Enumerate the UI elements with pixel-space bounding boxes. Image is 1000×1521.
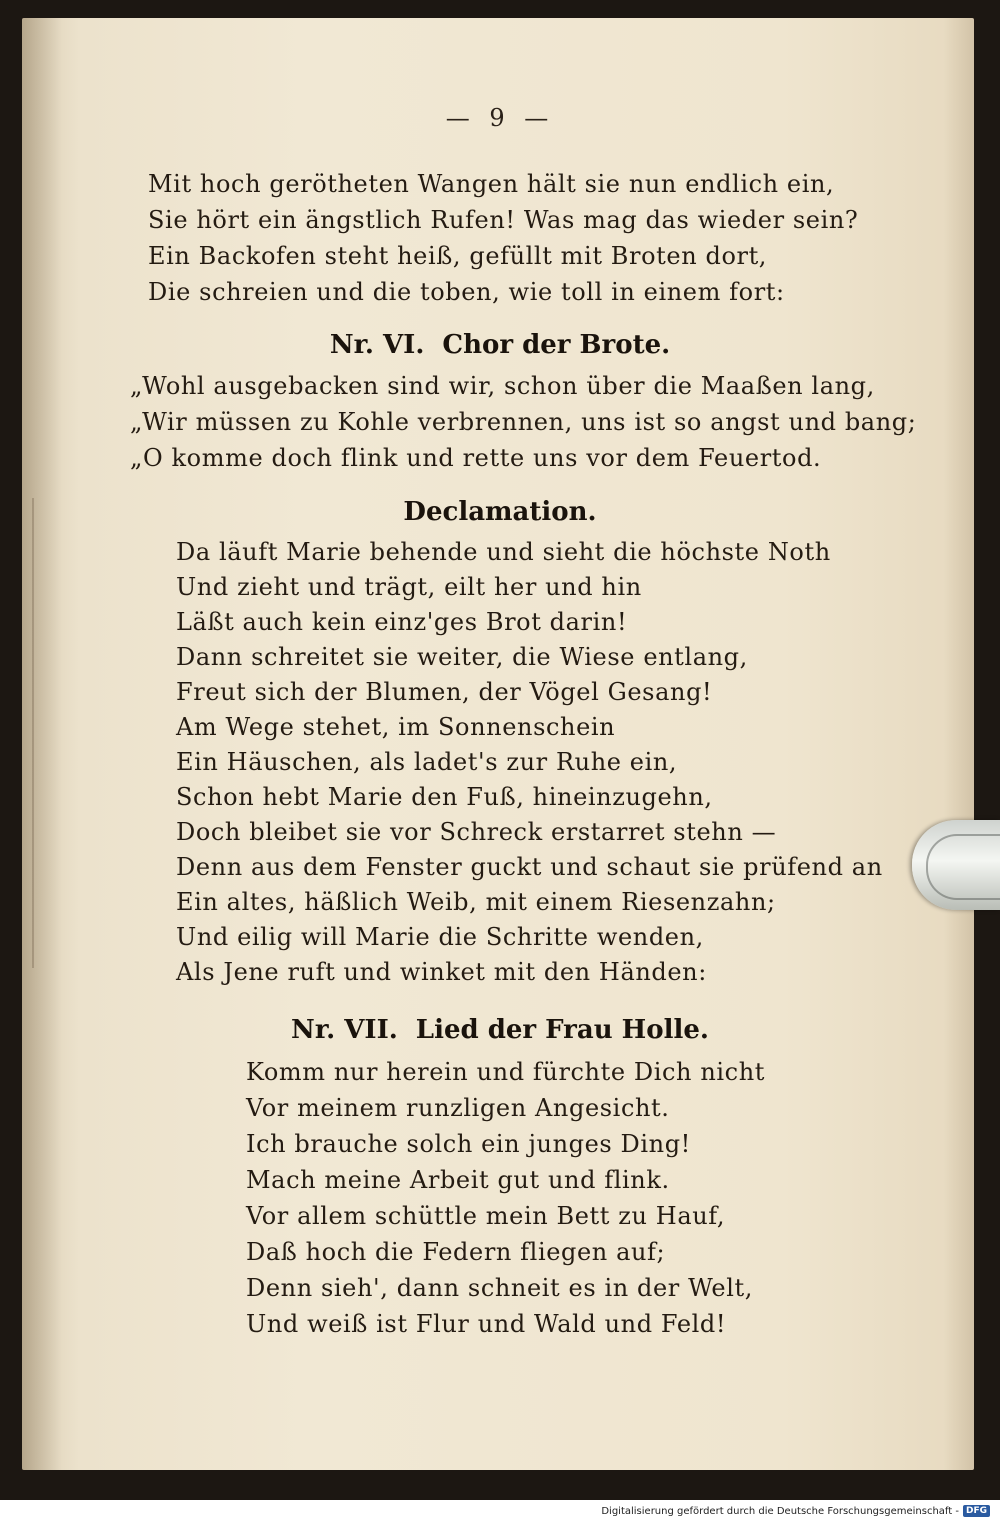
verse-line: Und eilig will Marie die Schritte wenden, <box>176 923 704 951</box>
verse-line: Ein altes, häßlich Weib, mit einem Riesenzahn; <box>176 888 776 916</box>
verse-line: Komm nur herein und fürchte Dich nicht <box>246 1058 766 1086</box>
section-heading <box>0 330 1000 360</box>
verse-line: „O komme doch flink und rette uns vor dem Feuertod. <box>130 444 822 472</box>
verse-line: Dann schreitet sie weiter, die Wiese entlang, <box>176 643 748 671</box>
verse-line: Sie hört ein ängstlich Rufen! Was mag das wieder sein? <box>148 206 859 234</box>
verse-line: Vor allem schüttle mein Bett zu Hauf, <box>246 1202 726 1230</box>
verse-line: Mit hoch gerötheten Wangen hält sie nun endlich ein, <box>148 170 835 198</box>
verse-line: Da läuft Marie behende und sieht die höchste Noth <box>176 538 831 566</box>
heading-title: Declamation. <box>403 497 597 527</box>
verse-line: Freut sich der Blumen, der Vögel Gesang! <box>176 678 713 706</box>
page-number: — 9 — <box>445 104 555 132</box>
verse-line: Denn sieh', dann schneit es in der Welt, <box>246 1274 753 1302</box>
page-edge-shadow <box>944 18 974 1470</box>
credit-text: Digitalisierung gefördert durch die Deutsche Forschungsgemeinschaft - <box>601 1505 959 1517</box>
verse-line: „Wir müssen zu Kohle verbrennen, uns ist so angst und bang; <box>130 408 917 436</box>
digitization-credit <box>601 1505 990 1517</box>
page-fold-line <box>32 498 34 968</box>
verse-line: Und weiß ist Flur und Wald und Feld! <box>246 1310 727 1338</box>
verse-line: Mach meine Arbeit gut und flink. <box>246 1166 670 1194</box>
verse-line: Denn aus dem Fenster guckt und schaut sie prüfend an <box>176 853 883 881</box>
verse-line: Und zieht und trägt, eilt her und hin <box>176 573 642 601</box>
verse-line: Schon hebt Marie den Fuß, hineinzugehn, <box>176 783 713 811</box>
verse-line: Am Wege stehet, im Sonnenschein <box>176 713 616 741</box>
section-heading <box>0 1015 1000 1045</box>
verse-line: „Wohl ausgebacken sind wir, schon über die Maaßen lang, <box>130 372 875 400</box>
verse-line: Doch bleibet sie vor Schreck erstarret stehn — <box>176 818 777 846</box>
heading-title: Chor der Brote. <box>442 330 671 360</box>
verse-line: Läßt auch kein einz'ges Brot darin! <box>176 608 628 636</box>
dfg-logo: DFG <box>963 1505 990 1517</box>
heading-title: Lied der Frau Holle. <box>415 1015 709 1045</box>
heading-number: Nr. VII. <box>291 1015 398 1045</box>
paper-clip-loop <box>926 834 1000 900</box>
heading-number: Nr. VI. <box>329 330 425 360</box>
verse-line: Die schreien und die toben, wie toll in einem fort: <box>148 278 785 306</box>
section-heading <box>0 497 1000 527</box>
verse-line: Daß hoch die Federn fliegen auf; <box>246 1238 666 1266</box>
verse-line: Ein Häuschen, als ladet's zur Ruhe ein, <box>176 748 678 776</box>
verse-line: Ein Backofen steht heiß, gefüllt mit Broten dort, <box>148 242 768 270</box>
verse-line: Ich brauche solch ein junges Ding! <box>246 1130 691 1158</box>
paper-clip <box>912 820 1000 910</box>
page-gutter-shadow <box>22 18 62 1470</box>
verse-line: Vor meinem runzligen Angesicht. <box>246 1094 670 1122</box>
verse-line: Als Jene ruft und winket mit den Händen: <box>176 958 707 986</box>
